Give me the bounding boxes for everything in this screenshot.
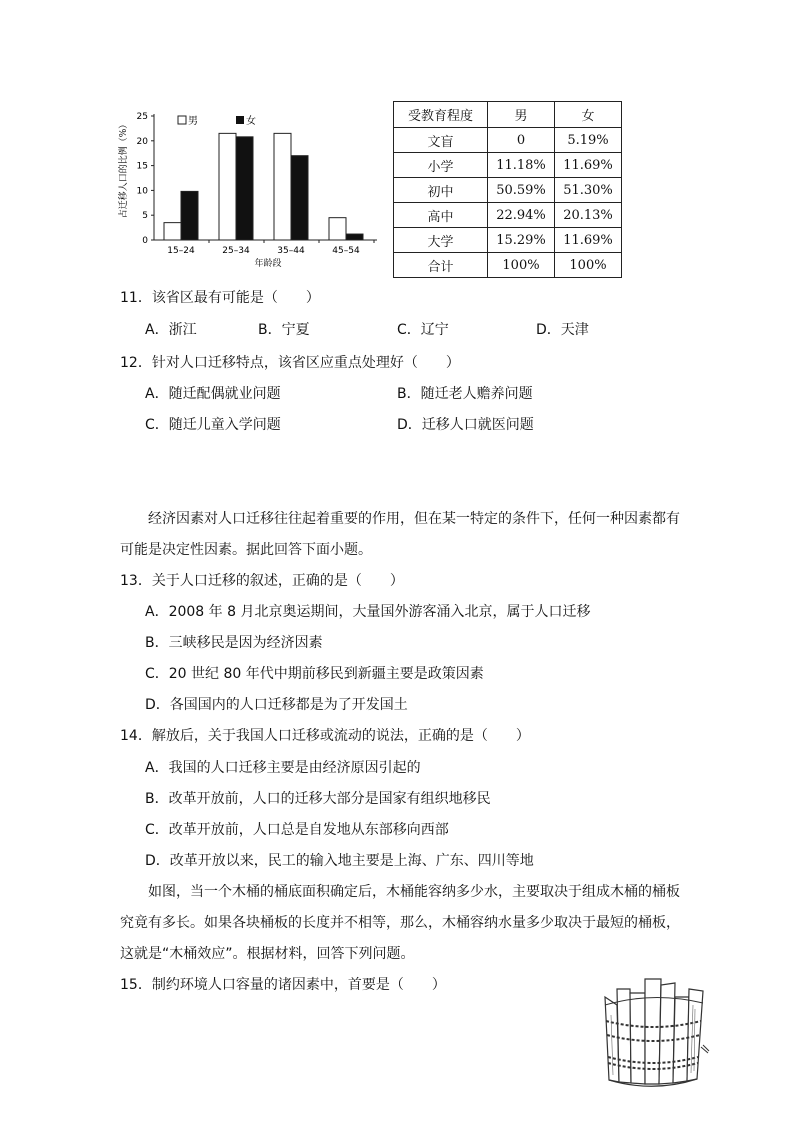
legend-swatch-male — [178, 116, 186, 124]
option-14b[interactable]: B．改革开放前，人口的迁移大部分是国家有组织地移民 — [145, 791, 491, 807]
table-cell: 11.18% — [488, 153, 555, 178]
table-row — [394, 253, 622, 278]
option-11a[interactable]: A．浙江 — [145, 322, 197, 338]
table-cell: 50.59% — [488, 178, 555, 203]
table-row — [394, 228, 622, 253]
option-13d[interactable]: D．各国国内的人口迁移都是为了开发国土 — [145, 697, 408, 713]
table-cell: 100% — [488, 253, 555, 278]
table-row — [394, 178, 622, 203]
table-cell: 0 — [488, 128, 555, 153]
bar-male — [164, 223, 181, 240]
table-cell: 5.19% — [555, 128, 622, 153]
table-cell: 22.94% — [488, 203, 555, 228]
passage-2-line-1: 如图，当一个木桶的桶底面积确定后，木桶能容纳多少水，主要取决于组成木桶的桶板 — [148, 884, 680, 900]
y-tick-label: 15 — [136, 161, 148, 172]
option-11c[interactable]: C．辽宁 — [397, 322, 449, 338]
option-14d[interactable]: D．改革开放以来，民工的输入地主要是上海、广东、四川等地 — [145, 853, 534, 869]
y-tick-label: 10 — [136, 186, 148, 197]
bar-male — [274, 133, 291, 240]
option-13a[interactable]: A．2008 年 8 月北京奥运期间，大量国外游客涌入北京，属于人口迁移 — [145, 604, 591, 620]
table-cell: 大学 — [394, 228, 488, 253]
question-12-stem: 12．针对人口迁移特点，该省区应重点处理好（ ） — [120, 355, 460, 371]
question-15-stem: 15．制约环境人口容量的诸因素中，首要是（ ） — [120, 977, 446, 993]
option-12c[interactable]: C．随迁儿童入学问题 — [145, 417, 281, 433]
table-cell: 小学 — [394, 153, 488, 178]
y-tick-label: 25 — [136, 112, 148, 122]
x-tick-label: 25–34 — [222, 246, 250, 256]
table-row — [394, 153, 622, 178]
table-header-cell: 男 — [488, 102, 555, 128]
table-cell: 高中 — [394, 203, 488, 228]
table-row — [394, 203, 622, 228]
table-cell: 合计 — [394, 253, 488, 278]
question-14-stem: 14．解放后，关于我国人口迁移或流动的说法，正确的是（ ） — [120, 728, 530, 744]
age-bar-chart — [112, 106, 387, 271]
x-axis-title: 年龄段 — [254, 259, 282, 269]
table-cell: 文盲 — [394, 128, 488, 153]
x-tick-label: 35–44 — [277, 246, 305, 256]
table-header-cell: 女 — [555, 102, 622, 128]
legend-label-female: 女 — [246, 116, 256, 127]
x-tick-label: 15–24 — [167, 246, 195, 256]
education-table — [393, 101, 622, 278]
option-12a[interactable]: A．随迁配偶就业问题 — [145, 386, 281, 402]
option-13b[interactable]: B．三峡移民是因为经济因素 — [145, 635, 323, 651]
y-tick-label: 5 — [142, 211, 148, 222]
table-header-row — [394, 102, 622, 128]
option-13c[interactable]: C．20 世纪 80 年代中期前移民到新疆主要是政策因素 — [145, 666, 484, 682]
table-header-cell: 受教育程度 — [394, 102, 488, 128]
bar-female — [346, 234, 363, 240]
table-cell: 初中 — [394, 178, 488, 203]
x-tick-label: 45–54 — [332, 246, 360, 256]
option-11b[interactable]: B．宁夏 — [258, 322, 310, 338]
option-12d[interactable]: D．迁移人口就医问题 — [397, 417, 534, 433]
table-cell: 100% — [555, 253, 622, 278]
y-axis-label: 占迁移人口的比例（%） — [119, 119, 129, 219]
table-row — [394, 128, 622, 153]
legend-label-male: 男 — [188, 116, 198, 127]
passage-1-line-2: 可能是决定性因素。据此回答下面小题。 — [120, 542, 372, 558]
passage-2-line-2: 究竟有多长。如果各块桶板的长度并不相等，那么，木桶容纳水量多少取决于最短的桶板， — [120, 915, 680, 931]
legend-swatch-female — [236, 116, 244, 124]
question-11-stem: 11．该省区最有可能是（ ） — [120, 290, 320, 306]
wooden-barrel-illustration — [595, 975, 715, 1090]
y-axis-title — [117, 120, 129, 219]
table-cell: 15.29% — [488, 228, 555, 253]
bar-male — [329, 218, 346, 240]
bar-male — [219, 133, 236, 240]
bar-female — [291, 156, 308, 240]
option-14c[interactable]: C．改革开放前，人口总是自发地从东部移向西部 — [145, 822, 449, 838]
option-11d[interactable]: D．天津 — [536, 322, 589, 338]
table-cell: 20.13% — [555, 203, 622, 228]
option-12b[interactable]: B．随迁老人赡养问题 — [397, 386, 533, 402]
table-cell: 51.30% — [555, 178, 622, 203]
bar-female — [181, 191, 198, 240]
y-tick-label: 20 — [136, 136, 148, 147]
passage-1-line-1: 经济因素对人口迁移往往起着重要的作用，但在某一特定的条件下，任何一种因素都有 — [148, 511, 680, 527]
bar-female — [236, 137, 253, 240]
chart-legend — [178, 114, 256, 127]
table-cell: 11.69% — [555, 153, 622, 178]
question-13-stem: 13．关于人口迁移的叙述，正确的是（ ） — [120, 573, 404, 589]
option-14a[interactable]: A．我国的人口迁移主要是由经济原因引起的 — [145, 760, 421, 776]
table-cell: 11.69% — [555, 228, 622, 253]
y-tick-label: 0 — [142, 236, 148, 246]
passage-2-line-3: 这就是“木桶效应”。根据材料，回答下列问题。 — [120, 946, 415, 962]
